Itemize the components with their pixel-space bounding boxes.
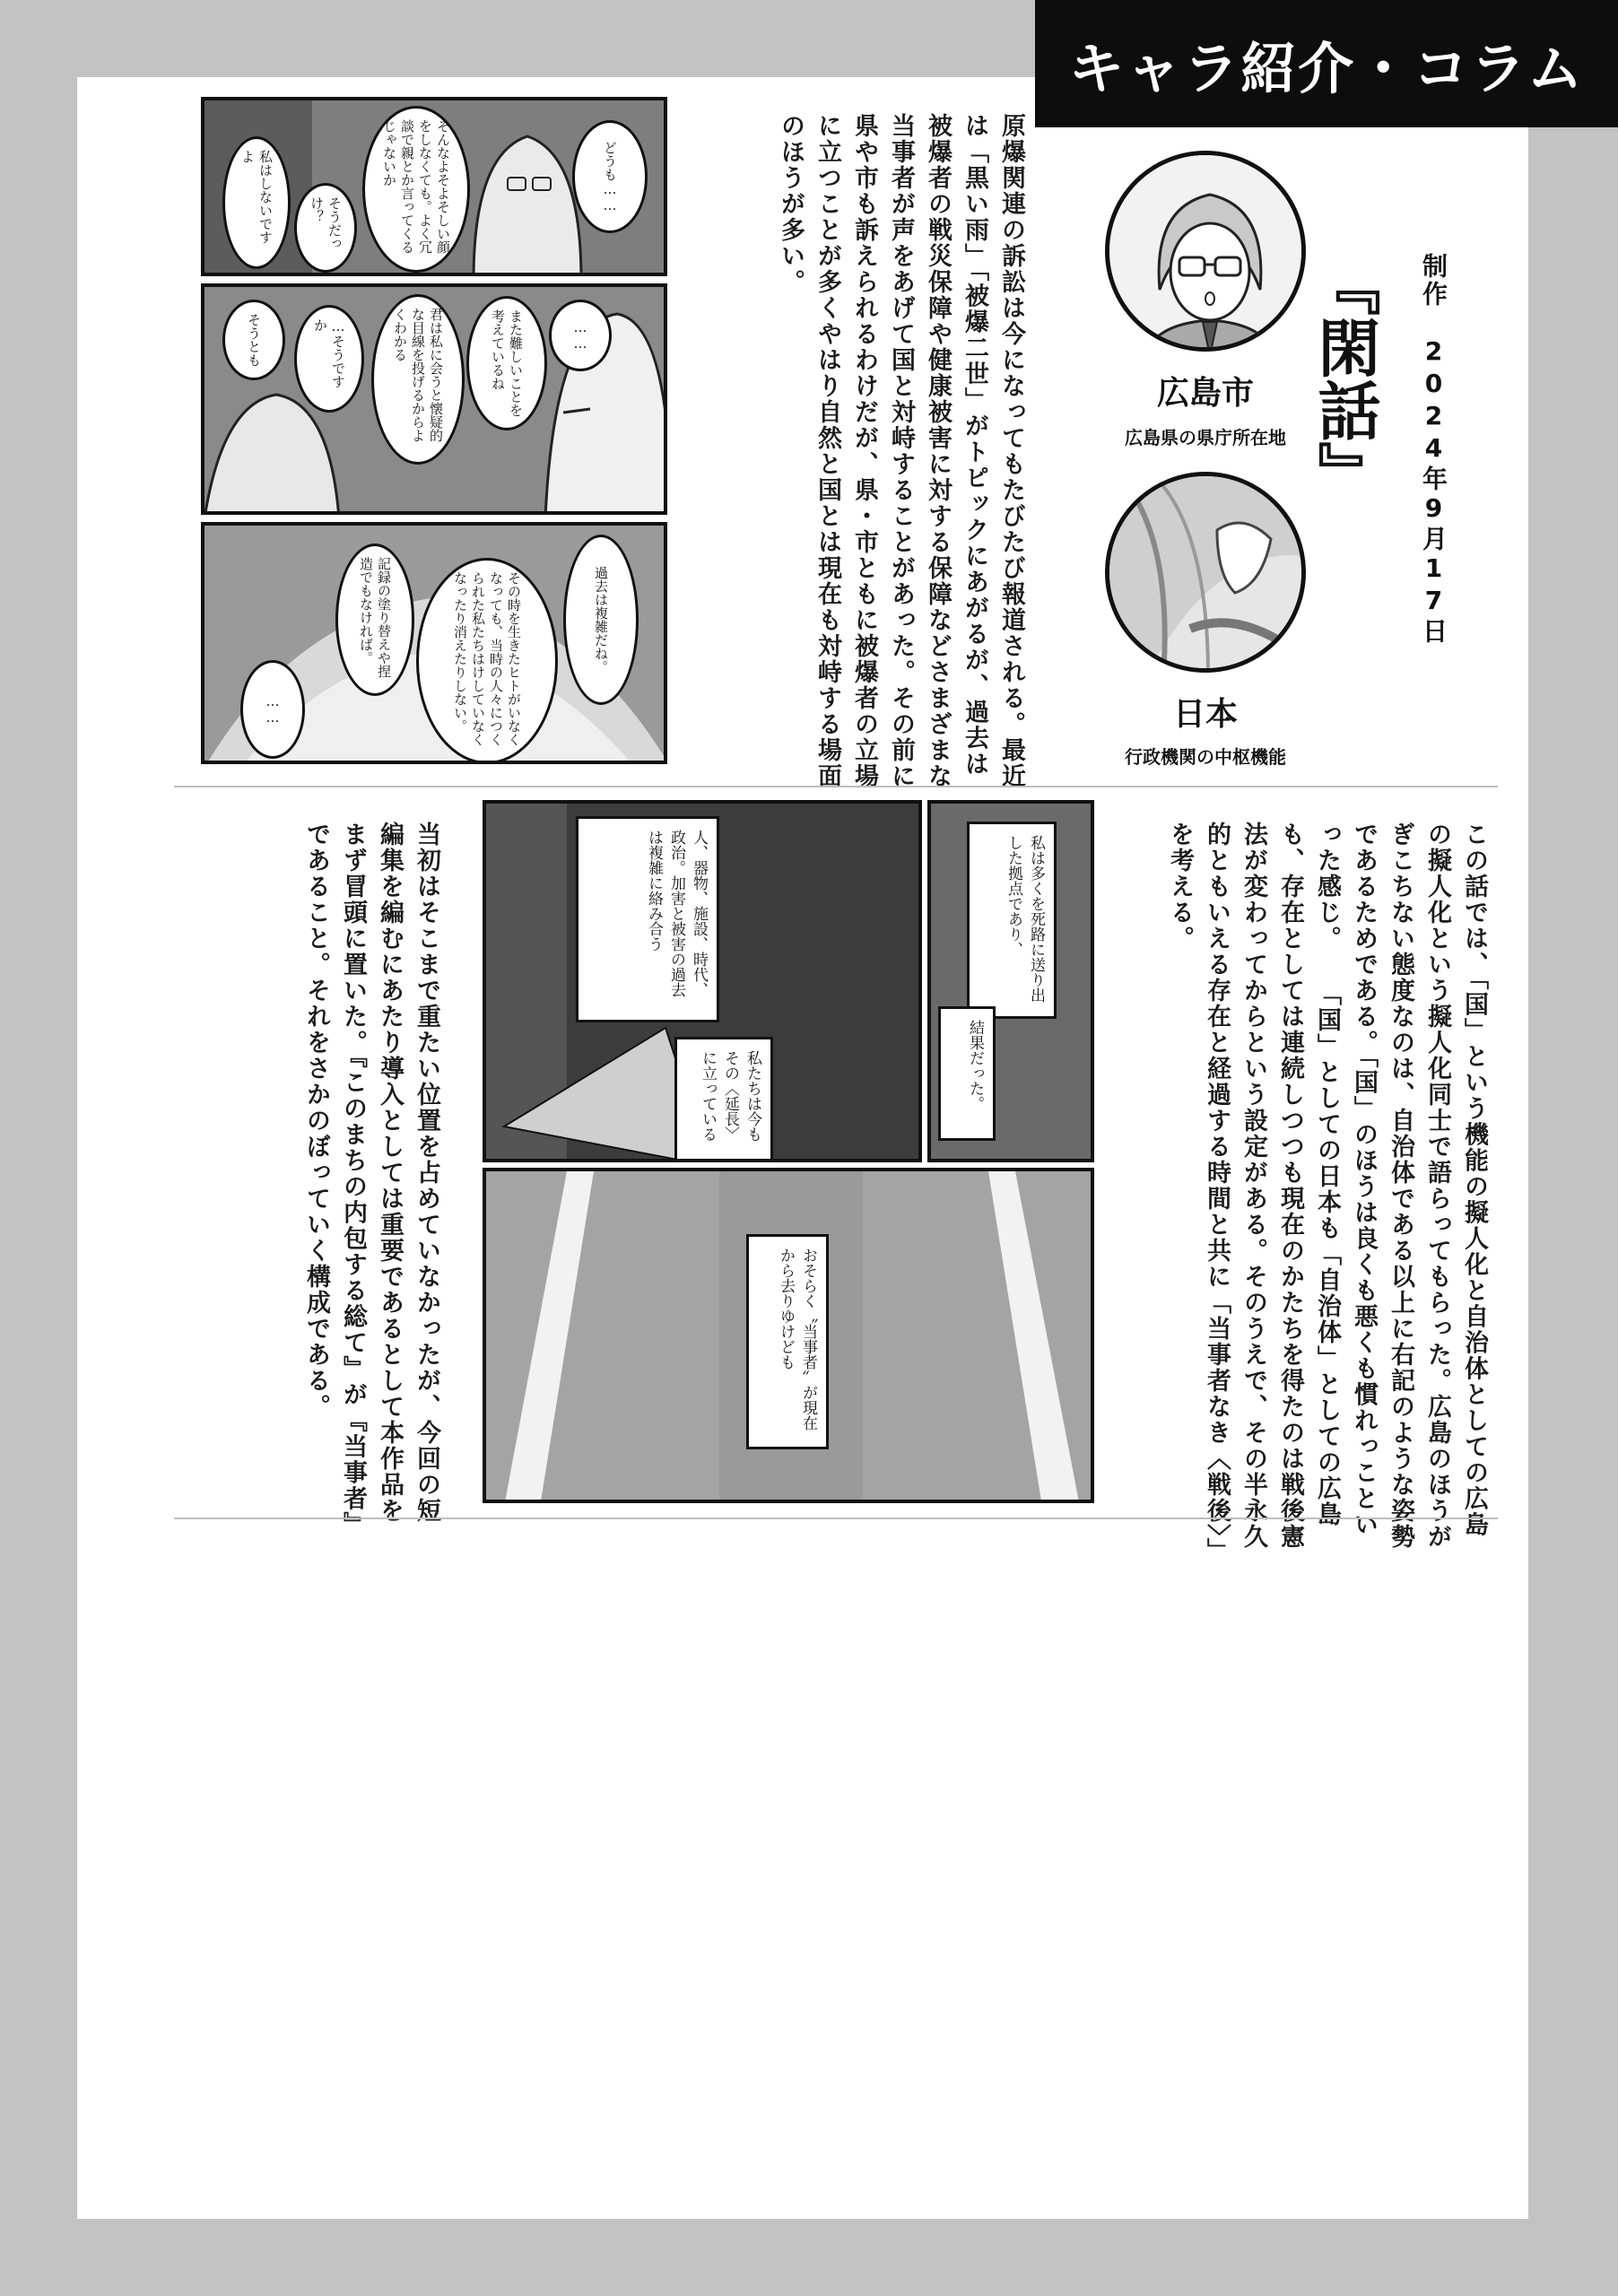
manga-panel-top-2 <box>201 283 667 515</box>
speech-bubble: そうだっけ？ <box>294 183 357 273</box>
hiroshima-portrait <box>1105 151 1306 352</box>
section-tab: キャラ紹介・コラム <box>1035 0 1618 127</box>
credit-date: 制作 2024年9月17日 <box>1419 253 1448 646</box>
speech-bubble: 君は私に会うと懐疑的な目線を投げるからよくわかる <box>371 294 465 465</box>
caption-box: 私たちは今もその〈延長〉に立っている <box>674 1037 773 1162</box>
speech-bubble: 過去は複雑だね。 <box>563 535 639 705</box>
speech-bubble: …そうですか <box>294 305 364 413</box>
japan-portrait <box>1105 472 1306 673</box>
caption-box: 私は多くを死路に送り出した拠点であり、 <box>967 822 1057 1019</box>
manga-panel-top-1 <box>201 97 667 276</box>
speech-bubble: …… <box>549 300 612 371</box>
page-title: 『閑話』 <box>1308 253 1382 504</box>
speech-bubble: その時を生きたヒトがいなくなっても、当時の人々につくられた私たちはけしていなくなったり消えたりしない。 <box>416 558 558 764</box>
hiroshima-illustration <box>1109 155 1306 352</box>
speech-bubble: 私はしないですよ <box>222 136 291 269</box>
manga-panel-bottom-2 <box>927 800 1094 1162</box>
caption-box: 結果だった。 <box>938 1006 996 1141</box>
speech-bubble: また難しいことを考えているね <box>466 296 547 430</box>
manga-panel-bottom-3 <box>483 1168 1094 1503</box>
character-name-hiroshima: 広島市 <box>1156 375 1254 412</box>
manga-panel-top-3 <box>201 522 667 764</box>
caption-box: 人、器物、施設、時代、政治。加害と被害の過去は複雑に絡み合う <box>576 816 719 1022</box>
speech-bubble: そうとも <box>222 300 285 380</box>
japan-illustration <box>1109 476 1306 673</box>
essay-middle: この話では、「国」という機能の擬人化と自治体としての広島の擬人化という擬人化同士で語らってもらった。広島のほうがぎこちない態度なのは、自治体である以上に右記のような姿勢であるためである。「国」のほうは良くも悪くも慣れっこといった感じ。 「国」としての日本も「自治体」としての広島も、存在としては連続しつつも現在のかたちを得たのは戦後憲法が変わってからという設定がある。そのうえで、その半永久的ともいえる存在と経過する時間と共に「当事者なき〈戦後〉」を考える。 <box>1166 822 1488 1552</box>
character-desc-hiroshima: 広島県の県庁所在地 <box>1125 427 1286 448</box>
manga-panel-bottom-1 <box>483 800 922 1162</box>
section-divider <box>174 1518 1498 1519</box>
speech-bubble: どうも…… <box>572 120 648 233</box>
section-divider <box>174 786 1498 787</box>
essay-top: 原爆関連の訴訟は今になってもたびたび報道される。最近は「黒い雨」「被爆二世」がトピックにあがるが、過去は被爆者の戦災保障や健康被害に対する保障などさまざまな当事者が声をあげて国と対峙することがあった。その前に県や市も訴えられるわけだが、県・市ともに被爆者の立場に立つことが多くやはり自然と国とは現在も対峙する場面のほうが多い。 <box>777 113 1025 789</box>
page-sheet <box>77 77 1528 2219</box>
speech-bubble: そんなよそよそしい顔をしなくても。よく冗談で親とか言ってくるじゃないか <box>362 106 470 273</box>
character-name-japan: 日本 <box>1172 696 1238 733</box>
speech-bubble: …… <box>240 660 305 759</box>
character-desc-japan: 行政機関の中枢機能 <box>1125 746 1286 768</box>
caption-box: おそらく〝当事者〟が現在から去りゆけども <box>746 1234 829 1449</box>
essay-bottom: 当初はそこまで重たい位置を占めていなかったが、今回の短編集を編むにあたり導入としては重要であるとして本作品をまず冒頭に置いた。『このまちの内包する総て』が『当事者』であること。それをさかのぼっていく構成である。 <box>302 822 440 1538</box>
speech-bubble: 記録の塗り替えや捏造でもなければ。 <box>335 544 414 696</box>
